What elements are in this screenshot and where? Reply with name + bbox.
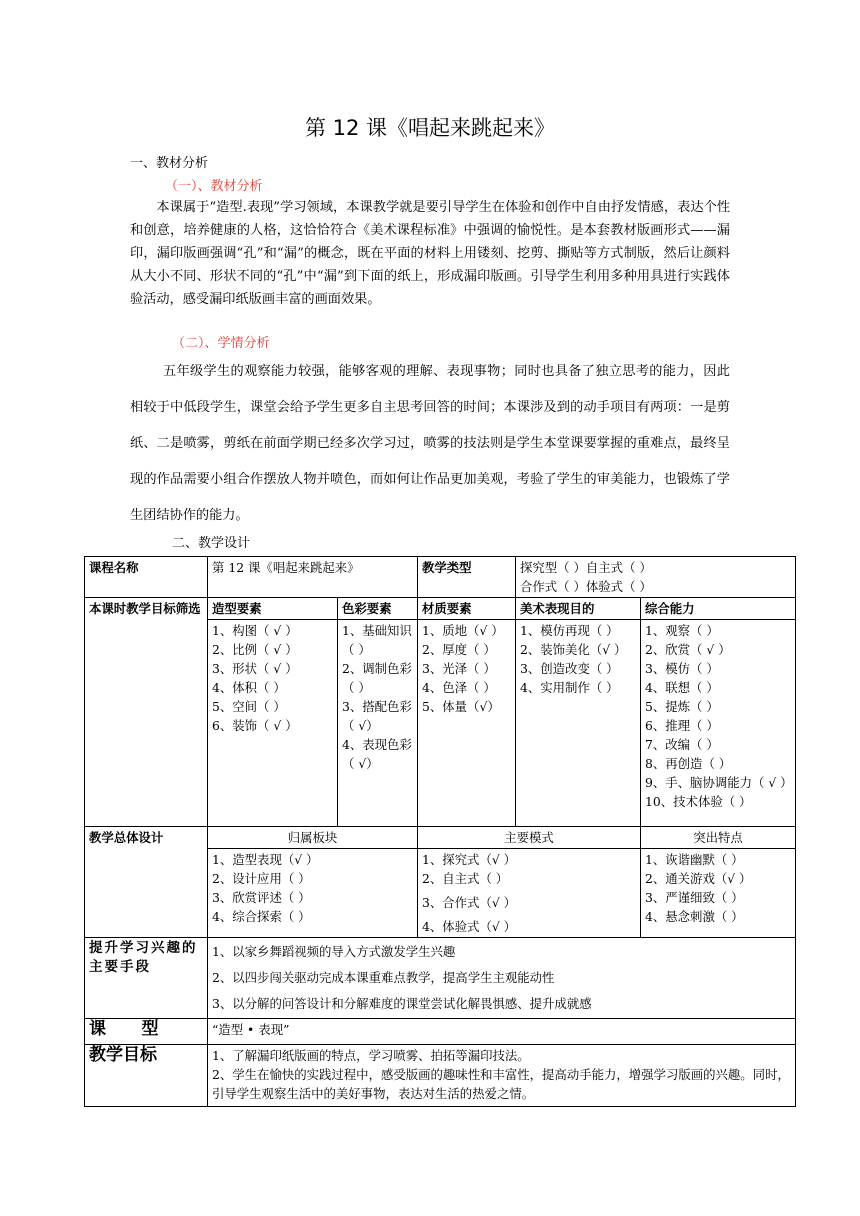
list-item: 5、空间（ ） bbox=[212, 699, 286, 714]
list-item: 10、技术体验（ ） bbox=[645, 794, 752, 809]
col-head-material: 材质要素 bbox=[418, 598, 516, 620]
overall-head-mode: 主要模式 bbox=[418, 827, 641, 849]
list-item: 4、体积（ ） bbox=[212, 680, 286, 695]
list-item: 6、推理（ ） bbox=[645, 718, 719, 733]
list-item: 3、形状（ √ ） bbox=[212, 661, 298, 676]
list-item: 3、光泽（ ） bbox=[422, 661, 496, 676]
list-item: 1、质地（√ ） bbox=[422, 623, 504, 638]
list-item: 2、自主式（ ） bbox=[422, 871, 509, 886]
list-item: 1、造型表现（√ ） bbox=[212, 852, 319, 867]
list-item: 2、厚度（ ） bbox=[422, 642, 496, 657]
purpose-list bbox=[516, 620, 641, 827]
objective-item: 2、学生在愉快的实践过程中，感受版画的趣味性和丰富性，提高动手能力，增强学习版画的兴趣。同时，引导学生观察生活中的美好事物，表达对生活的热爱之情。 bbox=[212, 1067, 790, 1101]
students-paragraph: 五年级学生的观察能力较强，能够客观的理解、表现事物；同时也具备了独立思考的能力，因此相较于中低段学生，课堂会给予学生更多自主思考回答的时间；本课涉及到的动手项目有两项：一是剪纸、二是喷雾，剪纸在前面学期已经多次学习过，喷雾的技法则是学生本堂课要掌握的重难点，最终呈现的作品需要小组合作摆放人物并喷色，而如何让作品更加美观，考验了学生的审美能力，也锻炼了学生团结协作的能力。 bbox=[130, 364, 730, 523]
list-item: 1、构图（ √ ） bbox=[212, 623, 298, 638]
list-item: 3、欣赏评述（ ） bbox=[212, 890, 311, 905]
list-item: 2、欣赏（ √ ） bbox=[645, 642, 731, 657]
lesson-type-value: “造型 • 表现” bbox=[208, 1019, 796, 1045]
teaching-objective-label: 教学目标 bbox=[85, 1045, 208, 1107]
ability-list bbox=[641, 620, 796, 827]
course-name-label: 课程名称 bbox=[85, 557, 208, 598]
list-item: 3、模仿（ ） bbox=[645, 661, 719, 676]
color-elements-list bbox=[338, 620, 418, 827]
teaching-type-line-2: 合作式（ ）体验式（ ） bbox=[520, 579, 652, 594]
list-item: 3、合作式（√ ） bbox=[422, 895, 517, 910]
subsection-heading-materials: （一）、教材分析 bbox=[165, 179, 263, 194]
page-title: 第 12 课《唱起来跳起来》 bbox=[304, 116, 556, 140]
list-item: 2、装饰美化（√ ） bbox=[520, 642, 627, 657]
teaching-type-value bbox=[516, 557, 796, 598]
overall-mode-list bbox=[418, 849, 641, 938]
section-heading-design: 二、教学设计 bbox=[172, 536, 251, 551]
list-item: 2、通关游戏（√ ） bbox=[645, 871, 752, 886]
teaching-objective-value bbox=[208, 1045, 796, 1107]
interest-means-label: 提升学习兴趣的主要手段 bbox=[85, 938, 208, 1019]
overall-feature-list bbox=[641, 849, 796, 938]
list-item: 6、装饰（ √ ） bbox=[212, 718, 298, 733]
list-item: 4、综合探索（ ） bbox=[212, 909, 311, 924]
list-item: 7、改编（ ） bbox=[645, 737, 719, 752]
list-item: 2、设计应用（ ） bbox=[212, 871, 311, 886]
list-item: 1、以家乡舞蹈视频的导入方式激发学生兴趣 bbox=[212, 944, 456, 959]
overall-head-feature: 突出特点 bbox=[641, 827, 796, 849]
list-item: 4、色泽（ ） bbox=[422, 680, 496, 695]
section-heading-materials: 一、教材分析 bbox=[130, 156, 209, 171]
list-item: 2、以四步闯关驱动完成本课重难点教学，提高学生主观能动性 bbox=[212, 970, 555, 985]
list-item: 1、基础知识（ ） bbox=[342, 623, 412, 657]
list-item: 2、调制色彩（ ） bbox=[342, 661, 412, 695]
overall-module-list bbox=[208, 849, 418, 938]
subsection-heading-students: （二）、学情分析 bbox=[172, 336, 270, 351]
list-item: 1、探究式（√ ） bbox=[422, 852, 517, 867]
list-item: 8、再创造（ ） bbox=[645, 756, 732, 771]
col-head-shape: 造型要素 bbox=[208, 598, 338, 620]
col-head-purpose: 美术表现目的 bbox=[516, 598, 641, 620]
lesson-type-label: 课 型 bbox=[85, 1019, 208, 1045]
list-item: 1、诙谐幽默（ ） bbox=[645, 852, 744, 867]
list-item: 1、模仿再现（ ） bbox=[520, 623, 619, 638]
list-item: 4、表现色彩（ √） bbox=[342, 737, 412, 771]
list-item: 5、体量（√） bbox=[422, 699, 500, 714]
material-elements-list bbox=[418, 620, 516, 827]
interest-means-list bbox=[208, 938, 796, 1019]
col-head-color: 色彩要素 bbox=[338, 598, 418, 620]
list-item: 3、搭配色彩（ √） bbox=[342, 699, 412, 733]
list-item: 4、体验式（√ ） bbox=[422, 919, 517, 934]
teaching-type-line-1: 探究型（ ）自主式（ ） bbox=[520, 560, 652, 575]
list-item: 5、提炼（ ） bbox=[645, 699, 719, 714]
list-item: 4、联想（ ） bbox=[645, 680, 719, 695]
teaching-type-label: 教学类型 bbox=[418, 557, 516, 598]
list-item: 4、悬念刺激（ ） bbox=[645, 909, 744, 924]
goal-filter-label: 本课时教学目标筛选 bbox=[85, 598, 208, 827]
list-item: 3、创造改变（ ） bbox=[520, 661, 619, 676]
list-item: 9、手、脑协调能力（ √ ） bbox=[645, 775, 793, 790]
list-item: 3、严谨细致（ ） bbox=[645, 890, 744, 905]
shape-elements-list bbox=[208, 620, 338, 827]
course-name-value: 第 12 课《唱起来跳起来》 bbox=[208, 557, 418, 598]
list-item: 3、以分解的问答设计和分解难度的课堂尝试化解畏惧感、提升成就感 bbox=[212, 996, 592, 1011]
objective-item: 1、了解漏印纸版画的特点，学习喷雾、拍拓等漏印技法。 bbox=[212, 1048, 530, 1063]
list-item: 4、实用制作（ ） bbox=[520, 680, 619, 695]
overall-design-label: 教学总体设计 bbox=[85, 827, 208, 938]
list-item: 1、观察（ ） bbox=[645, 623, 719, 638]
lesson-design-table bbox=[84, 556, 796, 1107]
materials-paragraph: 本课属于“造型.表现”学习领域，本课教学就是要引导学生在体验和创作中自由抒发情感，表达个性和创意，培养健康的人格，这恰恰符合《美术课程标准》中强调的愉悦性。是本套教材版画形式——漏印，漏印版画强调“孔”和“漏”的概念，既在平面的材料上用镂刻、挖剪、撕贴等方式制版，然后让颜料从大小不同、形状不同的“孔”中“漏”到下面的纸上，形成漏印版画。引导学生利用多种用具进行实践体验活动，感受漏印纸版画丰富的画面效果。 bbox=[130, 200, 730, 307]
col-head-ability: 综合能力 bbox=[641, 598, 796, 620]
overall-head-module: 归属板块 bbox=[208, 827, 418, 849]
list-item: 2、比例（ √ ） bbox=[212, 642, 298, 657]
